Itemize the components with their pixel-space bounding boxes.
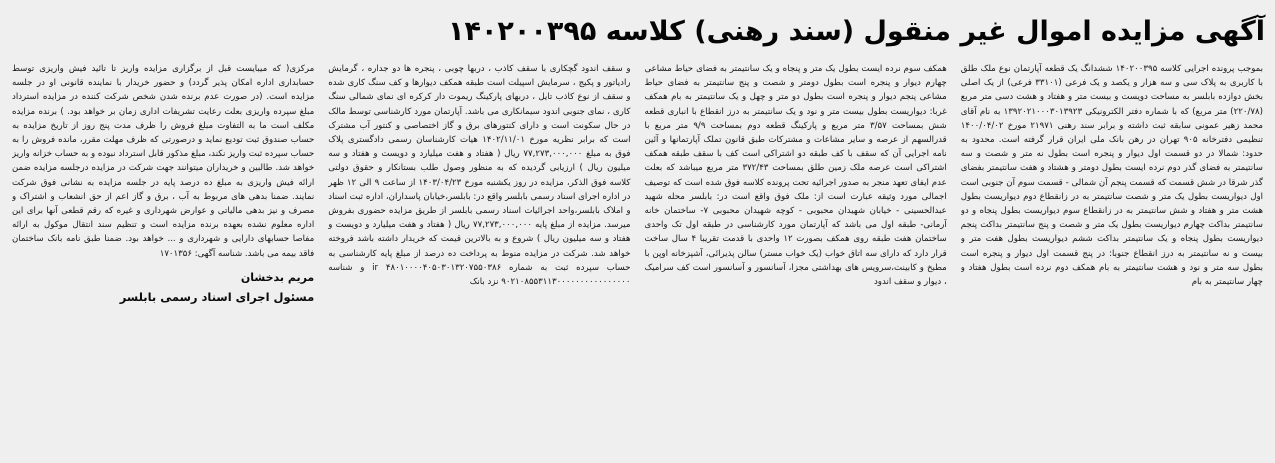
column-3: [328, 62, 630, 459]
notice-headline: آگهی مزایده اموال غیر منقول (سند رهنی) کلاسه ۱۴۰۲۰۰۳۹۵: [447, 16, 1265, 47]
column-2-text: همکف سوم نرده ایست بطول یک متر و پنجاه و یک سانتیمتر به فضای حیاط مشاعی چهارم دیوار و پنجره است بطول دومتر و شصت و پنج سانتیمتر به فضای حیاط مشاعی پنجم دیوار و پنجره است بطول دو متر و چهل و یک سانتیمتر به بام همکف غربا: دیواریست بطول بیست متر و نود و یک سانتیمتر به درز انقطاع با انباری قطعه شش بمساحت ۳/۵۷ متر مربع و پارکینگ قطعه دوم بمساحت ۹/۹ متر مربع با قدرالسهم از عرصه و سایر مشاعات و مشترکات طبق قانون تملک آپارتمانها و آئین نامه اجرایی آن که سقف با کف طبقه دو اشتراکی است کف با سقف طبقه همکف اشتراکی است عرصه ملک زمین طلق بمساحت ۳۷۲/۴۳ متر مربع میباشد که بعلت عدم ایفای تعهد منجر به صدور اجرائیه تحت پرونده کلاسه فوق شده است که توصیف اجمالی مورد وثیقه عبارت است از: ملک فوق واقع است در: بابلسر محله شهید عبدالحسینی - خیابان شهیدان محبوبی - کوچه شهیدان محبوبی ۷- ساختمان خانه آرمانی- طبقه اول می باشد که آپارتمان مورد کارشناسی در طبقه اول تک واحدی ساختمان هفت طبقه روی همکف بصورت ۱۲ واحدی با قدمت تقریبا ۴ سال ساخت قرار دارد که دارای سه اتاق خواب (یک خواب مستر) سالن پذیرائی، آشپزخانه اوپن با مطبخ و کابینت،سرویس های بهداشتی مجزا، آسانسور و آسانسور است کف سرامیک ، دیوار و سقف اندود: [644, 64, 947, 288]
signer-office: مسئول اجرای اسناد رسمی بابلسر: [119, 289, 315, 304]
column-3-text: و سقف اندود گچکاری با سقف کاذب ، دربها چوبی ، پنجره ها دو جداره ، گرمایش رادیاتور و پکیج ، سرمایش اسپیلت است طبقه همکف دیوارها و کف سنگ کاری شده و سقف از نوع کاذب تایل ، دربهای پارکینگ ریموت دار کرکره ای نمای شمالی سنگ کاری ، نمای جنوبی اندود سیمانکاری می باشد. آپارتمان مورد کارشناسی توسط مالک در حال سکونت است و دارای کنتورهای برق و گاز اختصاصی و کنتور آب مشترک است که برابر نظریه مورخ ۱۴۰۲/۱۱/۰۱ هیات کارشناسان رسمی دادگستری پلاک فوق به مبلغ ۷۷,۲۷۳,۰۰۰,۰۰۰ ریال ( هفتاد و هفت میلیارد و دویست و هفتاد و سه میلیون ریال ) ارزیابی گردیده که به منظور وصول طلب بستانکار و حقوق دولتی کلاسه فوق الذکر، مزایده در روز یکشنبه مورخ ۱۴۰۳/۰۴/۲۳ از ساعت ۹ الی ۱۲ ظهر در اداره اجرای اسناد رسمی بابلسر واقع در: بابلسر،خیابان پاسداران، اداره ثبت اسناد و املاک بابلسر،واحد اجرائیات اسناد رسمی بابلسر از طریق مزایده حضوری بفروش میرسد. مزایده از مبلغ پایه ۷۷,۲۷۳,۰۰۰,۰۰۰ ریال ( هفتاد و هفت میلیارد و دویست و هفتاد و سه میلیون ریال ) شروع و به بالاترین قیمت که خریدار داشته باشد فروخته خواهد شد. شرکت در مزایده منوط به پرداخت ده درصد از مبلغ پایه کارشناسی به حساب سپرده ثبت به شماره ir ۴۸۰۱۰۰۰۰۴۰۵۰۳۰۱۳۲۰۷۵۵۰۳۸۶ و شناسه ۹۰۲۱۰۸۵۵۳۱۱۳۰۰۰۰۰۰۰۰۰۰۰۰۰۰۰۰ نزد بانک: [328, 64, 631, 288]
column-2: [645, 62, 947, 459]
signature-block: [12, 269, 314, 307]
column-4: [12, 62, 314, 459]
column-1: [961, 62, 1263, 459]
column-4-text: مرکزی( که میبایست قبل از برگزاری مزایده واریز تا تائید فیش واریزی توسط حسابداری اداره امکان پذیر گردد) و حضور خریدار با نماینده قانونی او در جلسه مزایده است. (در صورت عدم برنده شدن شخص شرکت کننده در مزایده استرداد مبلغ سپرده واریزی بعلت رعایت تشریفات اداری زمان بر خواهد بود. ) برنده مزایده مکلف است ما به التفاوت مبلغ فروش را ظرف مدت پنج روز از تاریخ مزایده به حساب صندوق ثبت تودیع نماید و درصورتی که ظرف مهلت مقرر، مانده فروش را به حساب سپرده ثبت واریز نکند، مبلغ مذکور قابل استرداد نبوده و به حساب خزانه واریز خواهد شد. طالبین و خریداران میتوانند جهت شرکت در مزایده درجلسه مزایده ضمن ارائه فیش واریزی به مبلغ ده درصد پایه در جلسه مزایده به نشانی فوق شرکت نمایند. ضمنا بدهی های مربوط به آب ، برق و گاز اعم از حق انشعاب و اشتراک و مصرف و نیز بدهی مالیاتی و عوارض شهرداری و غیره که رقم قطعی آنها برای این اداره معلوم نشده بعهده برنده مزایده است و تنظیم سند انتقال موکول به ارائه مفاصا حسابهای دارایی و شهرداری و ... خواهد بود. ضمنا طبق نامه بانک ساختمان فاقد بیمه می باشد. شناسه آگهی: ۱۷۰۱۳۵۶: [12, 64, 315, 259]
notice-body: [12, 62, 1263, 459]
signer-name: مریم بدخشان: [240, 270, 315, 284]
column-1-text: بموجب پرونده اجرایی کلاسه ۱۴۰۲۰۰۳۹۵ ششدانگ یک قطعه آپارتمان نوع ملک طلق با کاربری به پلاک سی و سه هزار و یکصد و یک فرعی (۳۳۱۰۱ فرعی) از یک اصلی بخش دوازده بابلسر به مساحت دویست و بیست متر و هفتاد و هشت دسی متر مربع (۲۲۰/۷۸) متر مربع) که با شماره دفتر الکترونیکی ۱۳۹۲۰۲۱۰۰۰۳۰۱۳۹۲۳ به نام آقای محمد زهیر عمونی سابقه ثبت داشته و برابر سند رهنی ۲۱۹۷۱ مورخ ۱۴۰۰/۰۴/۰۲ تنظیمی دفترخانه ۹۰۵ تهران در رهن بانک ملی ایران قرار گرفته است. محدود به حدود: شمالا در دو قسمت اول دیوار و پنجره است بطول نه متر و شصت و سه سانتیمتر به فضای گذر دوم نرده ایست بطول دومتر و هشتاد و هفت سانتیمتر بفضای گذر شرقا در شش قسمت که قسمت پنجم آن شمالی - قسمت سوم آن جنوبی است اول دیواریست بطول یک متر و شصت سانتیمتر به در زانقطاع دوم دیواریست بطول هشت متر و هفتاد و شش سانتیمتر به در زانقطاع سوم دیواریست بطول پنجاه و دو سانتیمتر بداکت چهارم دیواریست بطول یک متر و شصت و پنج سانتیمتر بداکت پنجم دیواریست بطول پنجاه و یک سانتیمتر بداکت ششم دیواریست بطول هفت متر و بیست و نه سانتیمتر به درز انقطاع جنوبا: در پنج قسمت اول دیوار و پنجره است بطول سه متر و نود و هشت سانتیمتر به بام همکف دوم نرده است بطول هفتاد و چهار سانتیمتر به بام: [960, 64, 1263, 288]
